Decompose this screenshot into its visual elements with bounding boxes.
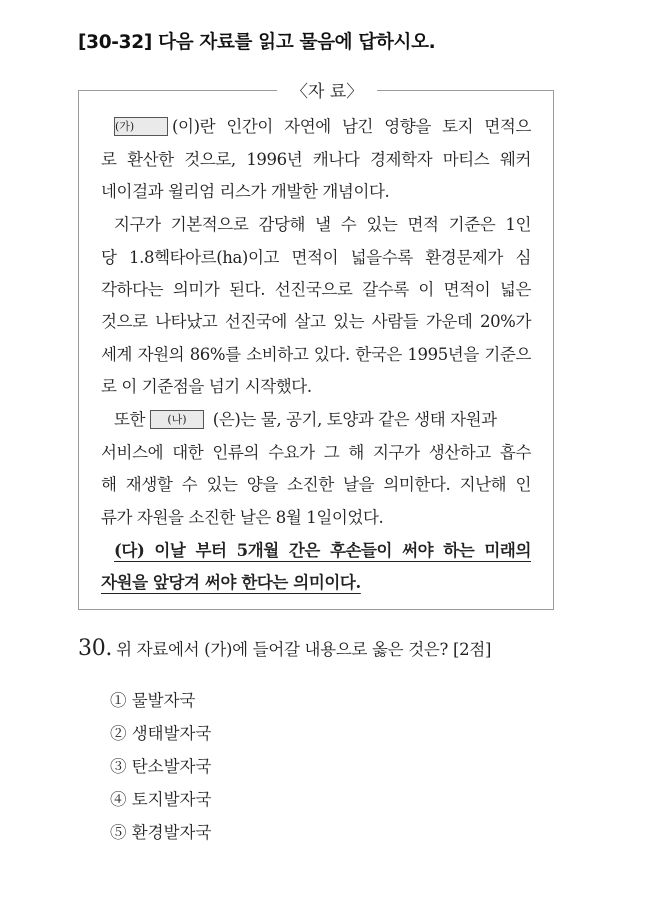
passage-text: 또한 <box>114 410 146 429</box>
passage-line: 세계 자원의 86%를 소비하고 있다. 한국은 1995년을 기준으 <box>101 345 531 364</box>
option-4[interactable]: ④ 토지발자국 <box>110 790 212 809</box>
passage-line <box>114 409 531 431</box>
option-2[interactable]: ② 생태발자국 <box>110 724 212 743</box>
underlined-passage-line: (다) 이날 부터 5개월 간은 후손들이 써야 하는 미래의 <box>114 541 531 560</box>
passage-line: 서비스에 대한 인류의 수요가 그 해 지구가 생산하고 흡수 <box>101 443 531 462</box>
option-5[interactable]: ⑤ 환경발자국 <box>110 823 212 842</box>
passage-text: (은)는 물, 공기, 토양과 같은 생태 자원과 <box>212 410 497 429</box>
passage-line: 로 이 기준점을 넘기 시작했다. <box>101 377 312 396</box>
passage-line: 것으로 나타났고 선진국에 살고 있는 사람들 가운데 20%가 <box>101 312 531 331</box>
underlined-passage-line: 자원을 앞당겨 써야 한다는 의미이다. <box>101 573 361 592</box>
option-1[interactable]: ① 물발자국 <box>110 691 196 710</box>
passage-line: 류가 자원을 소진한 날은 8월 1일이었다. <box>101 508 384 527</box>
passage-line: 지구가 기본적으로 감당해 낼 수 있는 면적 기준은 1인 <box>114 215 531 234</box>
passage-line: 각하다는 의미가 된다. 선진국으로 갈수록 이 면적이 넓은 <box>101 280 531 299</box>
passage-line <box>114 116 531 138</box>
passage-line: 네이걸과 윌리엄 리스가 개발한 개념이다. <box>101 182 390 201</box>
passage-line: 당 1.8헥타아르(ha)이고 면적이 넓을수록 환경문제가 심 <box>101 248 531 267</box>
passage-line: 해 재생할 수 있는 양을 소진한 날을 의미한다. 지난해 인 <box>101 475 531 494</box>
section-header: [30-32] 다음 자료를 읽고 물음에 답하시오. <box>78 32 436 53</box>
option-3[interactable]: ③ 탄소발자국 <box>110 757 212 776</box>
question-number: 30. <box>78 636 113 661</box>
blank-na: (나) <box>150 410 204 429</box>
question-30 <box>78 636 491 661</box>
passage-line: 로 환산한 것으로, 1996년 캐나다 경제학자 마티스 웨커 <box>101 150 531 169</box>
blank-ga: (가) <box>114 117 168 136</box>
passage-box-title: 〈자 료〉 <box>277 77 377 102</box>
question-text: 위 자료에서 (가)에 들어갈 내용으로 옳은 것은? [2점] <box>116 640 492 659</box>
passage-text: (이)란 인간이 자연에 남긴 영향을 토지 면적으 <box>172 117 531 136</box>
